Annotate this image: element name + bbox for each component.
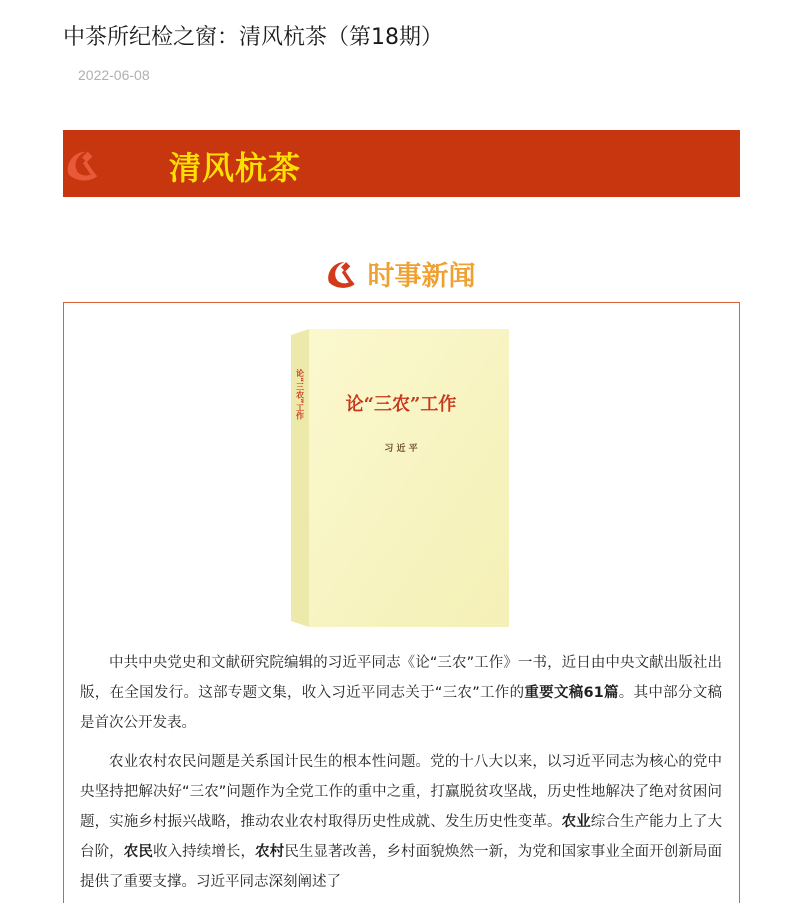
book-cover-image [289, 327, 511, 629]
article-body [80, 648, 722, 906]
book-spine-title: 论“三农”工作 [295, 369, 305, 420]
section-heading-text: 时事新闻 [367, 261, 476, 292]
emphasis: 农民 [123, 844, 153, 861]
hammer-sickle-icon [63, 146, 101, 184]
banner-title: 清风杭茶 [169, 149, 302, 187]
article-title: 中茶所纪检之窗：清风杭茶（第18期） [63, 25, 443, 50]
hammer-sickle-icon [324, 257, 358, 291]
text: 综合生产能力上了大台阶， [80, 814, 723, 861]
text: 民生显著改善，乡村面貌焕然一新，为党和国家事业全面开创新局面提供了重要支撑。习近平同志深刻阐述了 [80, 844, 723, 891]
book-title: 论“三农”工作 [345, 394, 457, 415]
emphasis: 重要文稿61篇 [524, 685, 619, 702]
text: 收入持续增长， [152, 844, 256, 861]
paragraph [80, 747, 722, 898]
emphasis: 农业 [561, 814, 591, 831]
text: 中共中央党史和文献研究院编辑的习近平同志《论“三农”工作》一书，近日由中央文献出版社出版，在全国发行。这部专题文集，收入习近平同志关于“三农”工作的 [80, 655, 722, 702]
book-author: 习 近 平 [384, 444, 418, 454]
text: 农业农村农民问题是关系国计民生的根本性问题。党的十八大以来，以习近平同志为核心的党中央坚持把解决好“三农”问题作为全党工作的重中之重，打赢脱贫攻坚战，历史性地解决了绝对贫困问题，实施乡村振兴战略，推动农业农村取得历史性成就、发生历史性变革。 [80, 753, 722, 831]
text: 。其中部分文稿是首次公开发表。 [80, 685, 722, 732]
emphasis: 农村 [255, 844, 285, 861]
banner [63, 130, 740, 197]
section-heading [0, 254, 800, 294]
paragraph [80, 648, 722, 739]
article-date: 2022-06-08 [78, 67, 150, 83]
